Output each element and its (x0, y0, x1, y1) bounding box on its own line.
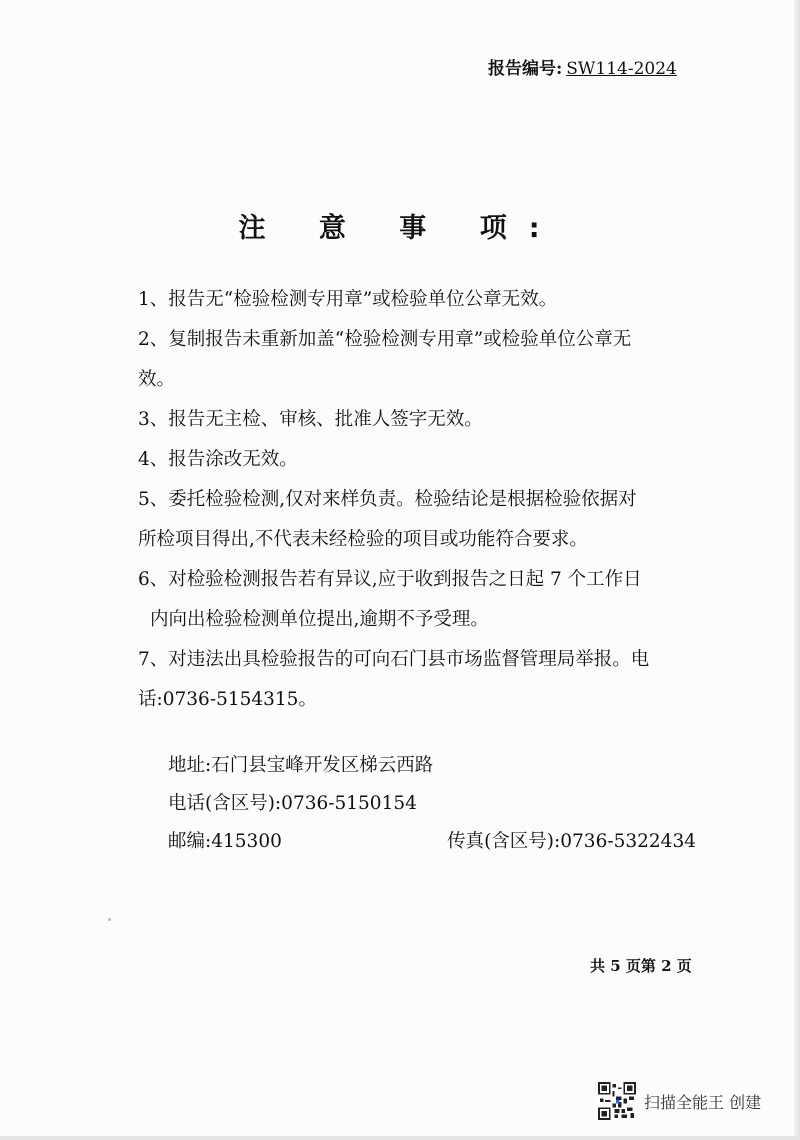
notice-line: 1、报告无“检验检测专用章”或检验单位公章无效。 (138, 289, 558, 310)
report-number (488, 54, 728, 79)
notice-line: 2、复制报告未重新加盖“检验检测专用章”或检验单位公章无 (138, 329, 632, 350)
scanner-watermark (598, 1082, 761, 1120)
qr-code-icon (598, 1082, 636, 1120)
notice-item-1 (138, 280, 718, 320)
notice-item-6 (138, 560, 718, 640)
contact-postcode: 邮编:415300 (168, 831, 282, 852)
notice-item-5 (138, 480, 718, 560)
notice-line-cont: 效。 (138, 369, 176, 390)
notice-item-4 (138, 440, 718, 480)
page-edge-shadow (794, 0, 800, 1140)
notice-item-3 (138, 400, 718, 440)
scan-speck (108, 918, 111, 921)
watermark-text: 扫描全能王 创建 (644, 1092, 762, 1112)
notice-item-2 (138, 320, 718, 400)
notice-line-cont: 所检项目得出,不代表未经检验的项目或功能符合要求。 (138, 529, 588, 550)
notice-item-7 (138, 640, 718, 720)
notice-line-cont: 内向出检验检测单位提出,逾期不予受理。 (150, 609, 489, 630)
contact-fax: 传真(含区号):0736-5322434 (447, 831, 696, 852)
page-bottom-edge (0, 1136, 800, 1140)
notice-line: 5、委托检验检测,仅对来样负责。检验结论是根据检验依据对 (138, 489, 637, 510)
notice-line: 7、对违法出具检验报告的可向石门县市场监督管理局举报。电 (138, 649, 650, 670)
notice-line: 3、报告无主检、审核、批准人签字无效。 (138, 409, 483, 430)
notice-line: 6、对检验检测报告若有异议,应于收到报告之日起 7 个工作日 (138, 569, 642, 590)
report-number-value: SW114-2024 (566, 59, 677, 79)
notice-line-cont: 话:0736-5154315。 (138, 689, 317, 710)
notice-title: 注 意 事 项: (238, 213, 562, 244)
notice-line: 4、报告涂改无效。 (138, 449, 298, 470)
contact-phone: 电话(含区号):0736-5150154 (168, 793, 417, 814)
contact-address: 地址:石门县宝峰开发区梯云西路 (168, 755, 434, 776)
contact-postcode-fax-row (168, 824, 696, 860)
page-count: 共 5 页第 2 页 (590, 957, 692, 975)
notice-list (138, 280, 718, 720)
report-number-label: 报告编号: (488, 59, 563, 79)
